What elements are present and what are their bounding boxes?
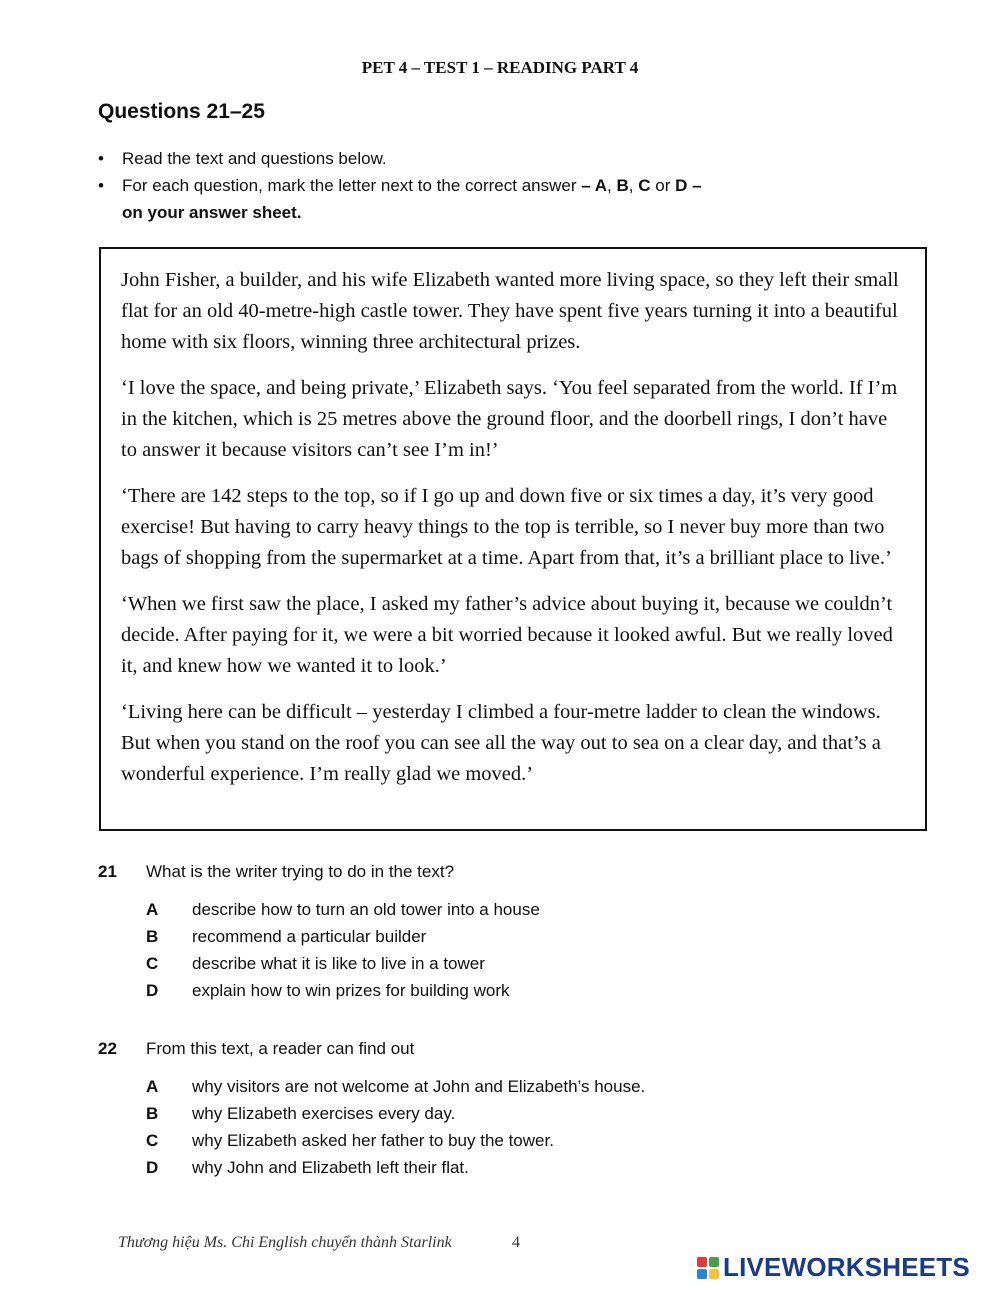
- option-text: recommend a particular builder: [192, 927, 427, 946]
- logo-square: [709, 1257, 719, 1267]
- instruction-line-3: on your answer sheet.: [122, 203, 302, 222]
- answer-option-b[interactable]: [146, 923, 540, 950]
- option-letter: D: [146, 981, 159, 1000]
- option-letter: A: [146, 900, 159, 919]
- bullet: •: [98, 176, 104, 195]
- liveworksheets-icon: [697, 1257, 719, 1279]
- option-text: why John and Elizabeth left their flat.: [192, 1158, 469, 1177]
- reading-passage: [99, 247, 927, 831]
- passage-paragraph: ‘There are 142 steps to the top, so if I go up and down five or six times a day, it’s very good exercise! But having to carry heavy things to the top is terrible, so I never buy more than two bags of shopping from the supermarket at a time. Apart from that, it’s a brilliant place to live.’: [121, 485, 892, 569]
- option-letter: D: [146, 1158, 159, 1177]
- passage-paragraph: ‘I love the space, and being private,’ Elizabeth says. ‘You feel separated from the world. If I’m in the kitchen, which is 25 metres above the ground floor, and the doorbell rings, I don’t have to answer it because visitors can’t see I’m in!’: [121, 377, 898, 461]
- instruction-line-1: [98, 145, 702, 172]
- question-22: [98, 1039, 645, 1181]
- answer-option-a[interactable]: [146, 1073, 645, 1100]
- answer-option-d[interactable]: [146, 977, 540, 1004]
- question-number: 21: [98, 862, 117, 881]
- option-letter-ref: B: [616, 176, 629, 195]
- option-text: why Elizabeth asked her father to buy the tower.: [192, 1131, 554, 1150]
- instruction-dash: –: [581, 176, 595, 195]
- answer-option-d[interactable]: [146, 1154, 645, 1181]
- instruction-prefix: For each question, mark the letter next to the correct answer: [122, 176, 582, 195]
- answer-option-c[interactable]: [146, 950, 540, 977]
- option-letter: C: [146, 1131, 159, 1150]
- instruction-or: or: [650, 176, 676, 195]
- logo-square: [697, 1257, 707, 1267]
- option-letter: A: [146, 1077, 159, 1096]
- option-text: describe how to turn an old tower into a house: [192, 900, 540, 919]
- question-text: From this text, a reader can find out: [146, 1039, 415, 1058]
- instruction-text: [122, 172, 702, 199]
- question-text: What is the writer trying to do in the text?: [146, 862, 455, 881]
- instruction-comma: ,: [628, 176, 639, 195]
- answer-option-c[interactable]: [146, 1127, 645, 1154]
- instruction-line-2: [98, 172, 702, 199]
- question-21: [98, 862, 540, 1004]
- page-number: 4: [512, 1234, 520, 1251]
- answer-options: [98, 896, 540, 1004]
- option-letter: B: [146, 1104, 159, 1123]
- answer-option-b[interactable]: [146, 1100, 645, 1127]
- option-letter-ref: A: [594, 176, 608, 195]
- instruction-text: Read the text and questions below.: [122, 149, 387, 168]
- page-title: PET 4 – TEST 1 – READING PART 4: [361, 58, 639, 77]
- liveworksheets-logo[interactable]: [697, 1252, 970, 1283]
- logo-square: [697, 1269, 707, 1279]
- logo-square: [709, 1269, 719, 1279]
- option-text: describe what it is like to live in a tower: [192, 954, 485, 973]
- bullet: •: [98, 149, 104, 168]
- question-number: 22: [98, 1039, 117, 1058]
- brand-text: LIVEWORKSHEETS: [723, 1252, 970, 1282]
- option-text: why Elizabeth exercises every day.: [192, 1104, 456, 1123]
- passage-paragraph: John Fisher, a builder, and his wife Elizabeth wanted more living space, so they left their small flat for an old 40-metre-high castle tower. They have spent five years turning it into a beautiful home with six floors, winning three architectural prizes.: [121, 269, 899, 353]
- instructions: [98, 145, 702, 226]
- option-letter-ref: D: [675, 176, 688, 195]
- section-heading: Questions 21–25: [98, 100, 265, 123]
- passage-paragraph: ‘Living here can be difficult – yesterday I climbed a four-metre ladder to clean the windows. But when you stand on the roof you can see all the way out to sea on a clear day, and that’s a wonderful experience. I’m really glad we moved.’: [121, 701, 881, 785]
- option-text: why visitors are not welcome at John and Elizabeth’s house.: [192, 1077, 646, 1096]
- option-letter: B: [146, 927, 159, 946]
- answer-options: [98, 1073, 645, 1181]
- instruction-dash: –: [687, 176, 702, 195]
- option-letter-ref: C: [638, 176, 651, 195]
- option-text: explain how to win prizes for building work: [192, 981, 510, 1000]
- answer-option-a[interactable]: [146, 896, 540, 923]
- footer-text: Thương hiệu Ms. Chi English chuyển thành Starlink: [118, 1234, 452, 1251]
- passage-paragraph: ‘When we first saw the place, I asked my father’s advice about buying it, because we couldn’t decide. After paying for it, we were a bit worried because it looked awful. But we really loved it, and knew how we wanted it to look.’: [121, 593, 893, 677]
- instruction-comma: ,: [607, 176, 617, 195]
- option-letter: C: [146, 954, 159, 973]
